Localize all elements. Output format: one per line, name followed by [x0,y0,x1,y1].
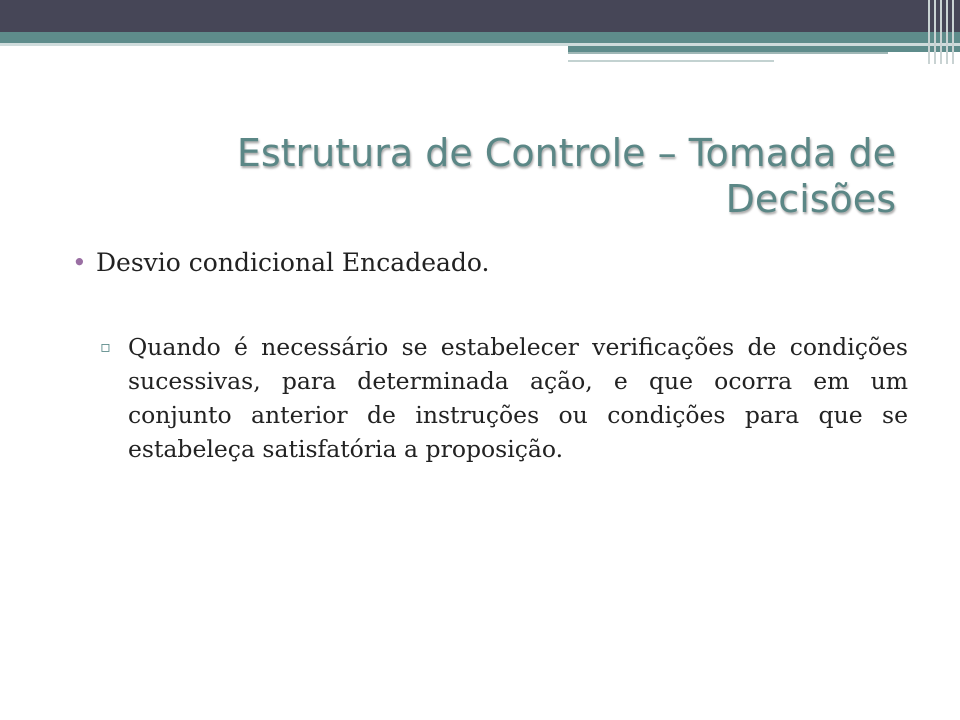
square-bullet-icon: ▫ [100,337,111,356]
bullet-level2 [96,330,908,466]
header-vertical-lines [928,0,954,64]
round-bullet-icon: • [72,248,87,277]
bullet-level1-text: Desvio condicional Encadeado. [96,248,490,277]
header-accent-line [568,60,774,62]
header-bar-dark [0,0,960,32]
bullet-level1 [72,246,908,280]
header-accent-line [568,52,888,54]
header-bar-teal [0,32,960,43]
slide-title: Estrutura de Controle – Tomada de Decisões [236,131,896,221]
bullet-list [72,246,908,466]
bullet-level2-text: Quando é necessário se estabelecer verificações de condições sucessivas, para determinada ação, e que ocorra em um conjunto anterior de instruções ou condições para que se estabeleça satisfatória a proposição. [128,333,908,463]
